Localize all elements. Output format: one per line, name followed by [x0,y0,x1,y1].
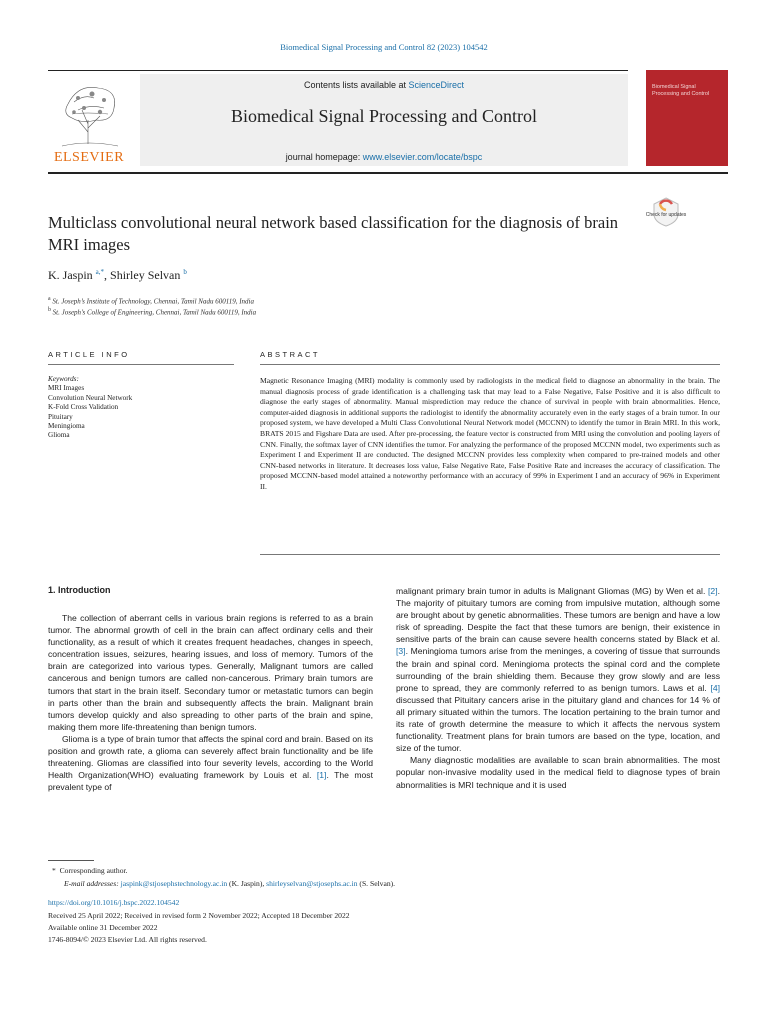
body-column-right [396,585,720,791]
citation-link[interactable]: [3] [396,646,406,657]
paragraph: The collection of aberrant cells in various brain regions is referred to as a brain tumor. The abnormal growth of cell in the brain can affect ordinary cells and their functionality, as a result of which it creates frequent headaches, changes in speech, concentration issues, seizures, hearing issues, and loss of memory. Tumors of the brain are categorized into various types. Generally, Malignant tumors are called cancerous and benign tumors are called non-cancerous. Primary brain tumors are tumors that start in the brain itself. Secondary tumor or metastatic tumors can begin in parts other than the brain and subsequently affects the brain. Malignant brain tumors develop quickly and also spreading to other parts of the brain and spine, making them more life-threatening than benign tumors. [48,613,373,732]
affiliation-a [48,296,254,305]
email-link[interactable]: shirleyselvan@stjosephs.ac.in [266,879,358,888]
paragraph-text: . The most prevalent type of [48,770,373,793]
corresponding-footnote [52,866,128,875]
body-column-left [48,612,373,793]
email-link[interactable]: jaspink@stjosephstechnology.ac.in [120,879,228,888]
paragraph: Many diagnostic modalities are available to scan brain abnormalities. The most popular non-invasive modality used in the medical field to diagnose types of brain abnormalities is MRI technique and it is used [396,755,720,790]
available-online: Available online 31 December 2022 [48,923,158,932]
author-list: K. Jaspin $^{a,*}$, Shirley Selvan $^b$ [48,268,187,282]
email-owner: (K. Jaspin), [227,879,267,888]
keyword: Glioma [48,431,70,440]
abstract-rule [260,364,720,365]
article-info-rule [48,364,234,365]
article-info-heading: ARTICLE INFO [48,350,130,359]
article-title: Multiclass convolutional neural network based classification for the diagnosis of brain MRI images [48,213,619,254]
journal-homepage-link[interactable]: www.elsevier.com/locate/bspc [362,152,483,162]
affiliation-b [48,307,256,316]
author-affiliation-marks[interactable]: b [183,268,187,276]
footnote-rule [48,860,94,861]
keyword: Pituitary [48,412,73,421]
masthead-bottom-rule [48,172,728,174]
citation-link[interactable]: [4] [710,682,720,693]
issn-copyright: 1746-8094/© 2023 Elsevier Ltd. All rights reserved. [48,935,207,944]
contents-prefix: Contents lists available at [303,80,409,90]
paragraph [396,585,720,754]
check-for-updates-label: Check for updates [645,212,687,218]
citation-link[interactable]: [1] [316,770,327,781]
footnote-star: * [52,866,56,875]
paragraph-text: . The majority of pituitary tumors are coming from impulsive mutation, although some are brought about by genetic abnormalities. These tumors are benign and have a low risk of spreading. Despite the fact that these tumors are benign, their existence in sensitive parts of the brain can cause severe health concerns stated by Black et al. [396,586,720,645]
abstract-end-rule [260,554,720,555]
affiliation-text: St. Joseph’s Institute of Technology, Chennai, Tamil Nadu 600119, India [52,297,254,306]
journal-homepage-line [140,152,628,162]
email-label: E-mail addresses: [64,879,119,888]
paragraph-text: malignant primary brain tumor in adults is Malignant Gliomas (MG) by Wen et al. [396,586,709,596]
keywords-label: Keywords: [48,375,79,383]
author-name[interactable]: K. Jaspin [48,268,93,282]
journal-title: Biomedical Signal Processing and Control [231,106,537,126]
keyword: Meningioma [48,422,85,431]
keywords-block [48,375,228,441]
keyword: Convolution Neural Network [48,393,133,402]
keyword: K-Fold Cross Validation [48,403,119,412]
corresponding-text: Corresponding author. [59,866,128,875]
introduction-heading: 1. Introduction [48,585,111,595]
email-owner: (S. Selvan). [357,879,396,888]
email-footnote [64,879,395,888]
masthead-top-rule [48,70,628,71]
cover-title: Biomedical Signal Processing and Control [652,84,710,97]
paragraph-text: . Meningioma tumors arise from the meninges, a covering of tissue that surrounds the brain and spinal cord. Meningioma protects the spinal cord and the complete surrounding of the brain shielding them. Because they grow slowly and are less prone to spread, they are commonly referred to as benign tumors. Laws et al. [396,646,720,693]
paragraph-text: Glioma is a type of brain tumor that affects the spinal cord and brain. Based on its position and growth rate, a glioma can severely affect brain functionality and be life threatening. Gliomas are classified into four severity levels, according to the World Health Organization(WHO) evaluating framework by Louis et al. [48,733,373,781]
homepage-prefix: journal homepage: [285,152,363,162]
citation-link[interactable]: [2] [708,586,718,596]
abstract-text: Magnetic Resonance Imaging (MRI) modality is commonly used by radiologists in the medical field to diagnose an abnormality in the brain. The manual diagnosis process of grade identification is a challenging task that may lead to a False Negative, False Positive and it is also difficult to diagnose the early stages of abnormality. Manual misprediction may reduce the chance of survival in people with brain abnormalities. Hence, computer-aided diagnosis in additional supports the radiologist to identify the abnormality accurately even in the early stages of a brain tumor. In our proposed system, we have developed a Multi Class Convolutional Neural Network model (MCCNN) to identify the tumor in Brain MRI. In this work, BRATS 2015 and Figshare Data are used. After pre-processing, the feature vector is constructed from MRI using the convolution and pooling layers of CNN. Finally, the softmax layer of CNN identifies the tumor. For analyzing the performance of the proposed MCCNN model, two experiments such as Experiment I and Experiment II are conducted. The designed MCCNN provides less complexity when compared to pre-trained models and other CNN-based networks in literature. It decreases loss value, False Negative Rate, False Positive Rate and increases the accuracy of classification. The proposed MCCNN-based model attained a noteworthy performance with an accuracy of 99% in Experiment I and an accuracy of 96% in Experiment II. [260,376,720,491]
affiliation-mark: b [48,307,51,313]
doi-link[interactable]: https://doi.org/10.1016/j.bspc.2022.104542 [48,898,180,907]
paragraph [48,733,373,793]
abstract-heading: ABSTRACT [260,350,321,359]
affiliation-text: St. Joseph’s College of Engineering, Chennai, Tamil Nadu 600119, India [52,308,257,317]
publisher-wordmark: ELSEVIER [53,150,125,165]
received-dates: Received 25 April 2022; Received in revised form 2 November 2022; Accepted 18 December 2022 [48,911,350,920]
author-affiliation-marks[interactable]: a,* [95,268,105,276]
sciencedirect-link[interactable]: ScienceDirect [408,80,465,90]
journal-reference-link[interactable]: Biomedical Signal Processing and Control 82 (2023) 104542 [280,42,488,52]
contents-line [140,80,628,90]
keyword: MRI Images [48,384,85,393]
author-name[interactable]: Shirley Selvan [110,268,181,282]
affiliation-mark: a [48,296,51,302]
paragraph-text: discussed that Pituitary cancers arise in the pituitary gland and chances for 14 % of all primary situated within the tumors. The location pertaining to the brain tumor and its rate of growth determine the measure to which it affects the nervous system functionality. Treatment plans for brain tumors are based on the type, location, and size of the tumor. [396,694,720,754]
